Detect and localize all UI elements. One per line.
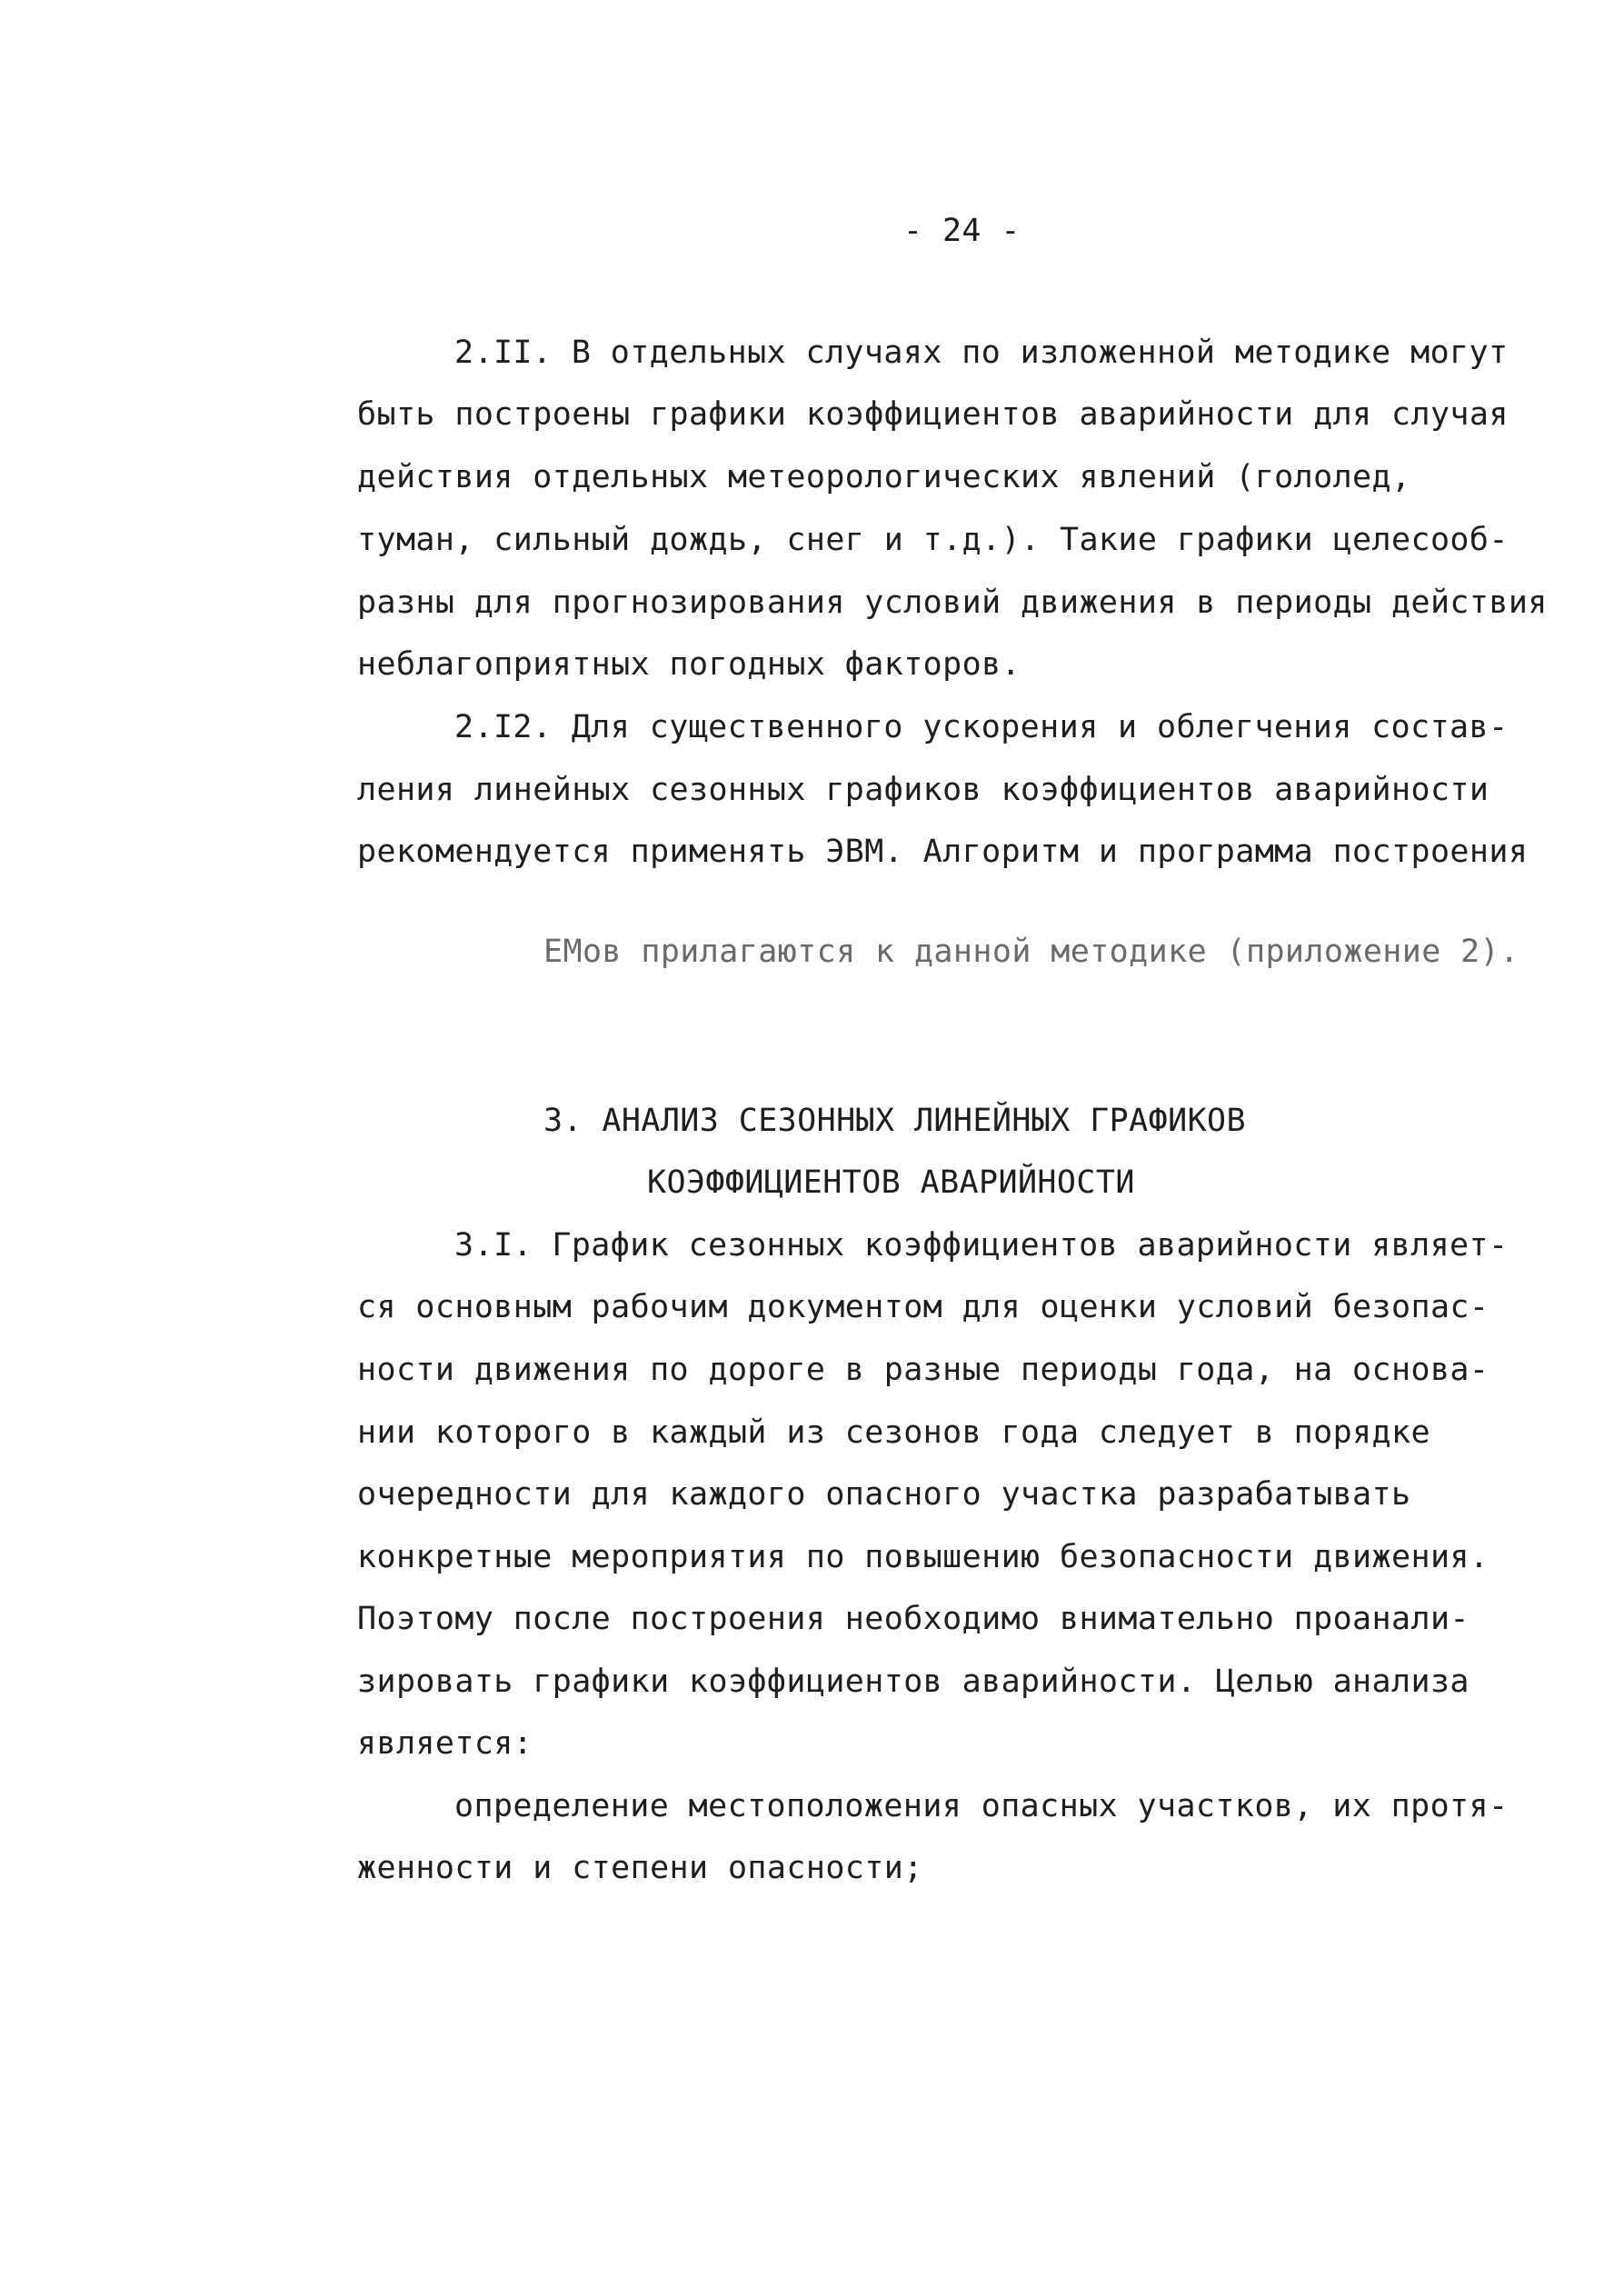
- section-heading-line: 3. АНАЛИЗ СЕЗОННЫХ ЛИНЕЙНЫХ ГРАФИКОВ: [543, 1103, 1246, 1139]
- section-heading-line: КОЭФФИЦИЕНТОВ АВАРИЙНОСТИ: [647, 1164, 1135, 1201]
- page-number: - 24 -: [903, 213, 1021, 249]
- paragraph-line: рекомендуется применять ЭВМ. Алгоритм и программа построения: [357, 834, 1529, 870]
- paragraph-line: быть построены графики коэффициентов аварийности для случая: [357, 396, 1509, 433]
- list-item-line: женности и степени опасности;: [357, 1850, 923, 1886]
- paragraph-line: нии которого в каждый из сезонов года следует в порядке: [357, 1414, 1430, 1451]
- paragraph-line: 3.I. График сезонных коэффициентов аварийности являет-: [454, 1227, 1509, 1264]
- paragraph-line: туман, сильный дождь, снег и т.д.). Такие графики целесооб-: [357, 522, 1509, 558]
- paragraph-line: действия отдельных метеорологических явлений (гололед,: [357, 459, 1411, 495]
- paragraph-line: ности движения по дороге в разные периоды года, на основа-: [357, 1352, 1489, 1388]
- paragraph-line: ления линейных сезонных графиков коэффициентов аварийности: [357, 772, 1489, 808]
- paragraph-line: является:: [357, 1725, 533, 1762]
- list-item-line: определение местоположения опасных участков, их протя-: [454, 1788, 1509, 1824]
- paragraph-line: разны для прогнозирования условий движения в периоды действия: [357, 584, 1548, 621]
- paragraph-line: 2.I2. Для существенного ускорения и облегчения состав-: [454, 709, 1509, 745]
- paragraph-line: ся основным рабочим документом для оценки условий безопас-: [357, 1289, 1489, 1325]
- paragraph-line: зировать графики коэффициентов аварийности. Целью анализа: [357, 1664, 1470, 1700]
- paragraph-line: очередности для каждого опасного участка разрабатывать: [357, 1476, 1411, 1513]
- paragraph-line: 2.II. В отдельных случаях по изложенной методике могут: [454, 335, 1509, 371]
- paragraph-line: неблагоприятных погодных факторов.: [357, 646, 1021, 683]
- paragraph-line: Поэтому после построения необходимо внимательно проанали-: [357, 1601, 1470, 1637]
- paragraph-line-faded: ЕМов прилагаются к данной методике (приложение 2).: [543, 934, 1519, 970]
- paragraph-line: конкретные мероприятия по повышению безопасности движения.: [357, 1539, 1489, 1575]
